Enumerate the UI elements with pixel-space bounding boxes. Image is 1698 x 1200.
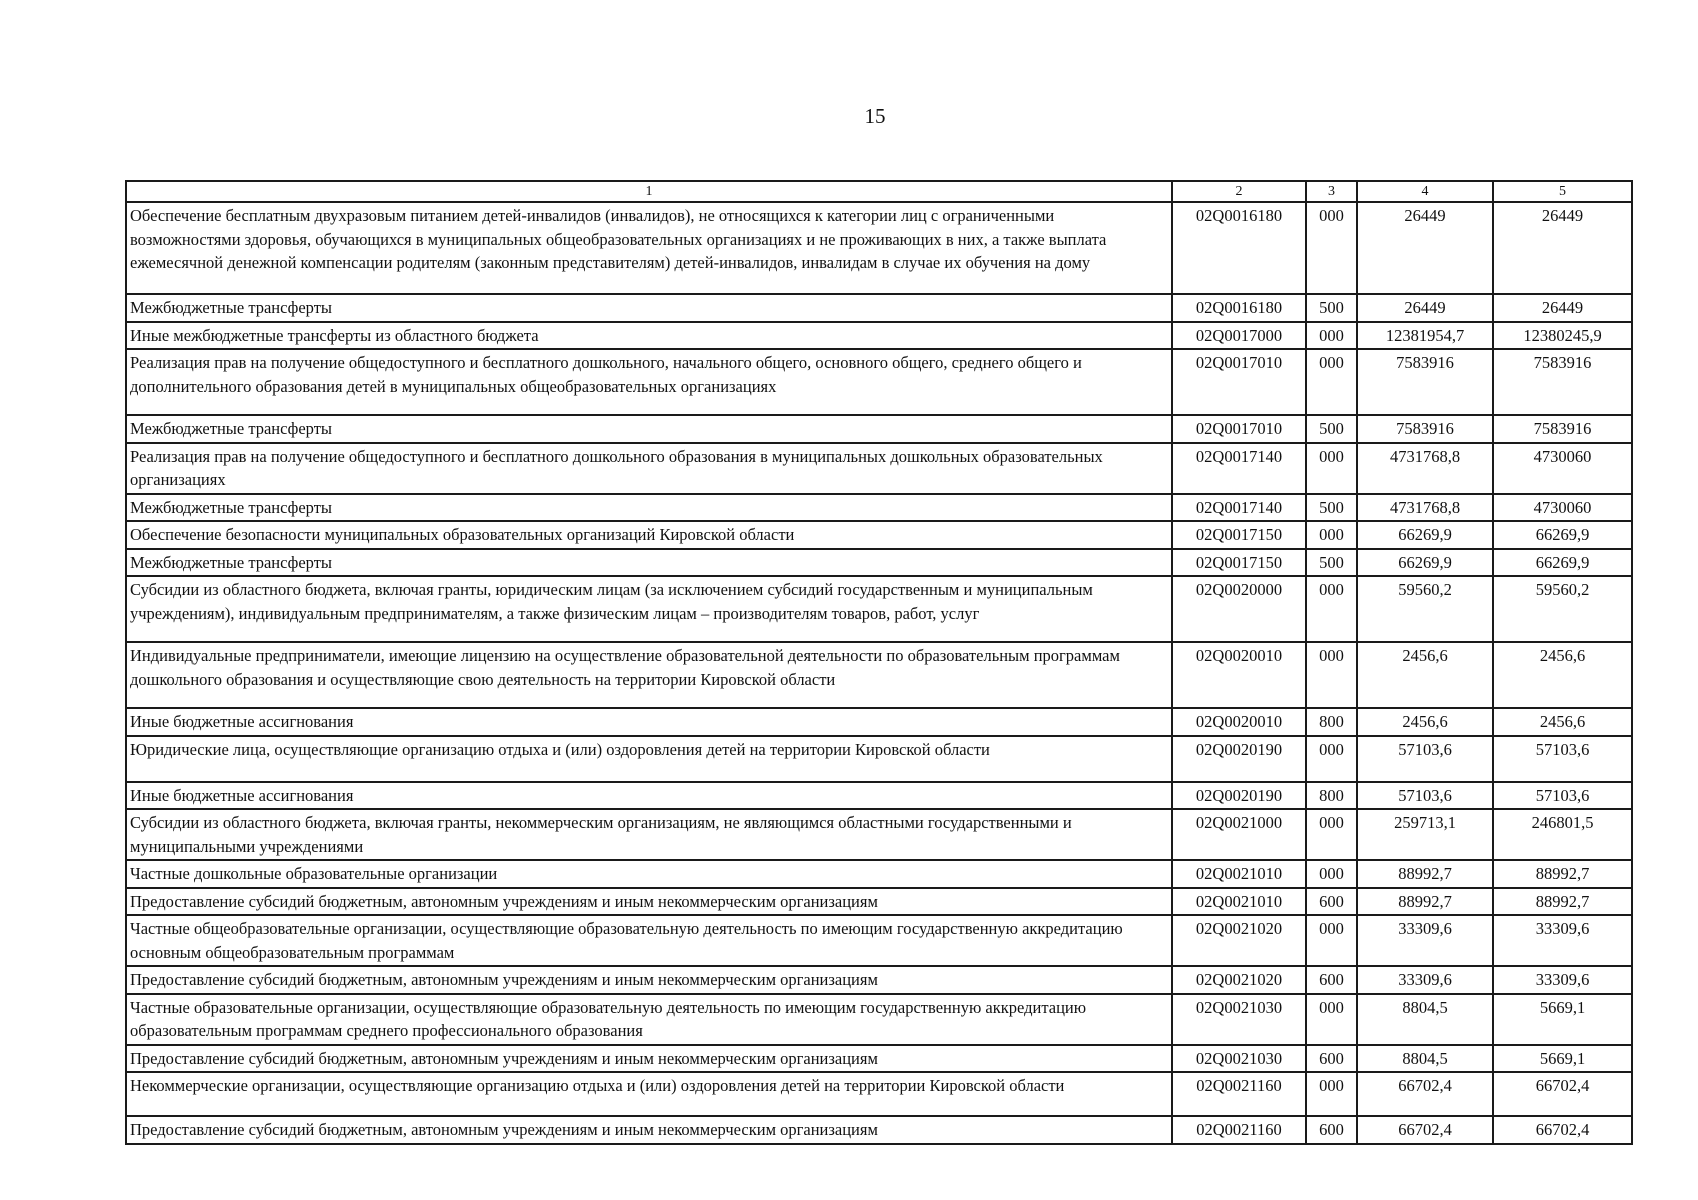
row-expense-type-cell: 600	[1306, 888, 1357, 916]
row-name-cell: Реализация прав на получение общедоступного и бесплатного дошкольного, начального общего, основного общего, среднего общего и дополнительного образования детей в муниципальных общеобразовательных организациях	[126, 349, 1172, 415]
table-row	[126, 322, 1632, 350]
row-sum-year-1-cell: 33309,6	[1357, 966, 1493, 994]
row-name-cell: Некоммерческие организации, осуществляющие организацию отдыха и (или) оздоровления детей на территории Кировской области	[126, 1072, 1172, 1116]
row-expense-type-cell: 600	[1306, 966, 1357, 994]
row-name-cell: Обеспечение бесплатным двухразовым питанием детей-инвалидов (инвалидов), не относящихся к категории лиц с ограниченными возможностями здоровья, обучающихся в муниципальных общеобразовательных организациях и не проживающих в них, а также выплата ежемесячной денежной компенсации родителям (законным представителям) детей-инвалидов, инвалидам в случае их обучения на дому	[126, 202, 1172, 294]
row-sum-year-2-cell: 7583916	[1493, 349, 1632, 415]
row-name-cell: Предоставление субсидий бюджетным, автономным учреждениям и иным некоммерческим организациям	[126, 1116, 1172, 1144]
row-sum-year-1-cell: 4731768,8	[1357, 494, 1493, 522]
row-name-cell: Иные бюджетные ассигнования	[126, 708, 1172, 736]
row-sum-year-2-cell: 4730060	[1493, 494, 1632, 522]
table-row	[126, 708, 1632, 736]
row-sum-year-1-cell: 12381954,7	[1357, 322, 1493, 350]
row-sum-year-1-cell: 57103,6	[1357, 736, 1493, 782]
row-code-cell: 02Q0016180	[1172, 294, 1306, 322]
row-expense-type-cell: 000	[1306, 736, 1357, 782]
row-sum-year-2-cell: 12380245,9	[1493, 322, 1632, 350]
row-expense-type-cell: 000	[1306, 521, 1357, 549]
row-sum-year-2-cell: 66269,9	[1493, 549, 1632, 577]
row-code-cell: 02Q0021010	[1172, 888, 1306, 916]
table-row	[126, 966, 1632, 994]
row-sum-year-2-cell: 7583916	[1493, 415, 1632, 443]
row-name-cell: Межбюджетные трансферты	[126, 549, 1172, 577]
row-name-cell: Частные образовательные организации, осуществляющие образовательную деятельность по имеющим государственную аккредитацию образовательным программам среднего профессионального образования	[126, 994, 1172, 1045]
table-row	[126, 521, 1632, 549]
row-name-cell: Иные межбюджетные трансферты из областного бюджета	[126, 322, 1172, 350]
column-header-expense-type: 3	[1306, 181, 1357, 202]
row-sum-year-2-cell: 57103,6	[1493, 782, 1632, 810]
row-sum-year-2-cell: 5669,1	[1493, 994, 1632, 1045]
row-sum-year-1-cell: 88992,7	[1357, 888, 1493, 916]
row-expense-type-cell: 000	[1306, 860, 1357, 888]
table-row	[126, 494, 1632, 522]
row-expense-type-cell: 000	[1306, 349, 1357, 415]
row-sum-year-1-cell: 66702,4	[1357, 1072, 1493, 1116]
row-sum-year-2-cell: 57103,6	[1493, 736, 1632, 782]
table-row	[126, 415, 1632, 443]
row-sum-year-1-cell: 26449	[1357, 202, 1493, 294]
row-expense-type-cell: 600	[1306, 1116, 1357, 1144]
row-code-cell: 02Q0021160	[1172, 1072, 1306, 1116]
row-code-cell: 02Q0021020	[1172, 966, 1306, 994]
row-code-cell: 02Q0017140	[1172, 443, 1306, 494]
row-code-cell: 02Q0021030	[1172, 994, 1306, 1045]
row-name-cell: Реализация прав на получение общедоступного и бесплатного дошкольного образования в муниципальных дошкольных образовательных организациях	[126, 443, 1172, 494]
page-number: 15	[864, 104, 886, 128]
row-sum-year-2-cell: 246801,5	[1493, 809, 1632, 860]
table-row	[126, 809, 1632, 860]
column-header-sum-year-2: 5	[1493, 181, 1632, 202]
table-row	[126, 782, 1632, 810]
table-row	[126, 888, 1632, 916]
row-code-cell: 02Q0021160	[1172, 1116, 1306, 1144]
row-sum-year-1-cell: 8804,5	[1357, 994, 1493, 1045]
row-name-cell: Обеспечение безопасности муниципальных образовательных организаций Кировской области	[126, 521, 1172, 549]
row-name-cell: Иные бюджетные ассигнования	[126, 782, 1172, 810]
row-sum-year-2-cell: 26449	[1493, 202, 1632, 294]
row-code-cell: 02Q0020190	[1172, 736, 1306, 782]
row-name-cell: Субсидии из областного бюджета, включая гранты, юридическим лицам (за исключением субсидий государственным и муниципальным учреждениям), индивидуальным предпринимателям, а также физическим лицам – производителям товаров, работ, услуг	[126, 576, 1172, 642]
row-expense-type-cell: 000	[1306, 809, 1357, 860]
row-sum-year-1-cell: 7583916	[1357, 415, 1493, 443]
row-code-cell: 02Q0021020	[1172, 915, 1306, 966]
row-code-cell: 02Q0021010	[1172, 860, 1306, 888]
row-name-cell: Частные дошкольные образовательные организации	[126, 860, 1172, 888]
column-number-row	[126, 181, 1632, 202]
row-name-cell: Предоставление субсидий бюджетным, автономным учреждениям и иным некоммерческим организациям	[126, 966, 1172, 994]
row-sum-year-2-cell: 88992,7	[1493, 888, 1632, 916]
row-sum-year-2-cell: 59560,2	[1493, 576, 1632, 642]
row-name-cell: Индивидуальные предприниматели, имеющие лицензию на осуществление образовательной деятельности по образовательным программам дошкольного образования и осуществляющие свою деятельность на территории Кировской области	[126, 642, 1172, 708]
row-expense-type-cell: 000	[1306, 322, 1357, 350]
row-code-cell: 02Q0017150	[1172, 521, 1306, 549]
row-expense-type-cell: 500	[1306, 494, 1357, 522]
row-sum-year-1-cell: 33309,6	[1357, 915, 1493, 966]
row-expense-type-cell: 000	[1306, 202, 1357, 294]
row-sum-year-1-cell: 259713,1	[1357, 809, 1493, 860]
row-sum-year-1-cell: 4731768,8	[1357, 443, 1493, 494]
table-row	[126, 349, 1632, 415]
table-row	[126, 202, 1632, 294]
row-sum-year-1-cell: 66269,9	[1357, 549, 1493, 577]
row-sum-year-1-cell: 57103,6	[1357, 782, 1493, 810]
table-row	[126, 294, 1632, 322]
row-code-cell: 02Q0021030	[1172, 1045, 1306, 1073]
row-sum-year-2-cell: 26449	[1493, 294, 1632, 322]
row-expense-type-cell: 500	[1306, 415, 1357, 443]
column-header-code: 2	[1172, 181, 1306, 202]
row-code-cell: 02Q0017010	[1172, 349, 1306, 415]
table-row	[126, 915, 1632, 966]
row-expense-type-cell: 000	[1306, 915, 1357, 966]
column-header-sum-year-1: 4	[1357, 181, 1493, 202]
row-code-cell: 02Q0017010	[1172, 415, 1306, 443]
row-name-cell: Частные общеобразовательные организации, осуществляющие образовательную деятельность по имеющим государственную аккредитацию основным общеобразовательным программам	[126, 915, 1172, 966]
row-expense-type-cell: 000	[1306, 576, 1357, 642]
row-expense-type-cell: 800	[1306, 782, 1357, 810]
row-code-cell: 02Q0017150	[1172, 549, 1306, 577]
row-sum-year-2-cell: 4730060	[1493, 443, 1632, 494]
table-row	[126, 994, 1632, 1045]
table-row	[126, 443, 1632, 494]
row-sum-year-2-cell: 5669,1	[1493, 1045, 1632, 1073]
row-expense-type-cell: 000	[1306, 1072, 1357, 1116]
row-sum-year-1-cell: 66269,9	[1357, 521, 1493, 549]
row-sum-year-2-cell: 88992,7	[1493, 860, 1632, 888]
table-row	[126, 1072, 1632, 1116]
column-header-name: 1	[126, 181, 1172, 202]
row-code-cell: 02Q0016180	[1172, 202, 1306, 294]
row-name-cell: Межбюджетные трансферты	[126, 415, 1172, 443]
row-name-cell: Юридические лица, осуществляющие организацию отдыха и (или) оздоровления детей на территории Кировской области	[126, 736, 1172, 782]
table-row	[126, 736, 1632, 782]
table-row	[126, 576, 1632, 642]
row-code-cell: 02Q0017000	[1172, 322, 1306, 350]
row-expense-type-cell: 500	[1306, 549, 1357, 577]
row-expense-type-cell: 800	[1306, 708, 1357, 736]
row-expense-type-cell: 000	[1306, 994, 1357, 1045]
row-name-cell: Межбюджетные трансферты	[126, 494, 1172, 522]
row-sum-year-2-cell: 2456,6	[1493, 708, 1632, 736]
table-row	[126, 860, 1632, 888]
row-name-cell: Межбюджетные трансферты	[126, 294, 1172, 322]
row-sum-year-1-cell: 66702,4	[1357, 1116, 1493, 1144]
row-sum-year-1-cell: 8804,5	[1357, 1045, 1493, 1073]
row-name-cell: Субсидии из областного бюджета, включая гранты, некоммерческим организациям, не являющимся областными государственными и муниципальными учреждениями	[126, 809, 1172, 860]
row-sum-year-2-cell: 2456,6	[1493, 642, 1632, 708]
budget-table	[125, 180, 1633, 1145]
row-sum-year-2-cell: 33309,6	[1493, 915, 1632, 966]
row-code-cell: 02Q0020000	[1172, 576, 1306, 642]
row-code-cell: 02Q0020010	[1172, 642, 1306, 708]
row-sum-year-1-cell: 59560,2	[1357, 576, 1493, 642]
row-sum-year-1-cell: 7583916	[1357, 349, 1493, 415]
table-row	[126, 1116, 1632, 1144]
row-code-cell: 02Q0020190	[1172, 782, 1306, 810]
table-row	[126, 1045, 1632, 1073]
row-sum-year-2-cell: 33309,6	[1493, 966, 1632, 994]
row-sum-year-2-cell: 66702,4	[1493, 1116, 1632, 1144]
table-body	[126, 202, 1632, 1144]
row-sum-year-1-cell: 88992,7	[1357, 860, 1493, 888]
row-expense-type-cell: 600	[1306, 1045, 1357, 1073]
row-code-cell: 02Q0017140	[1172, 494, 1306, 522]
row-sum-year-1-cell: 26449	[1357, 294, 1493, 322]
row-sum-year-1-cell: 2456,6	[1357, 708, 1493, 736]
row-expense-type-cell: 000	[1306, 642, 1357, 708]
row-expense-type-cell: 000	[1306, 443, 1357, 494]
row-sum-year-2-cell: 66269,9	[1493, 521, 1632, 549]
row-name-cell: Предоставление субсидий бюджетным, автономным учреждениям и иным некоммерческим организациям	[126, 1045, 1172, 1073]
row-expense-type-cell: 500	[1306, 294, 1357, 322]
table-row	[126, 549, 1632, 577]
row-sum-year-1-cell: 2456,6	[1357, 642, 1493, 708]
row-name-cell: Предоставление субсидий бюджетным, автономным учреждениям и иным некоммерческим организациям	[126, 888, 1172, 916]
row-sum-year-2-cell: 66702,4	[1493, 1072, 1632, 1116]
row-code-cell: 02Q0021000	[1172, 809, 1306, 860]
table-row	[126, 642, 1632, 708]
row-code-cell: 02Q0020010	[1172, 708, 1306, 736]
